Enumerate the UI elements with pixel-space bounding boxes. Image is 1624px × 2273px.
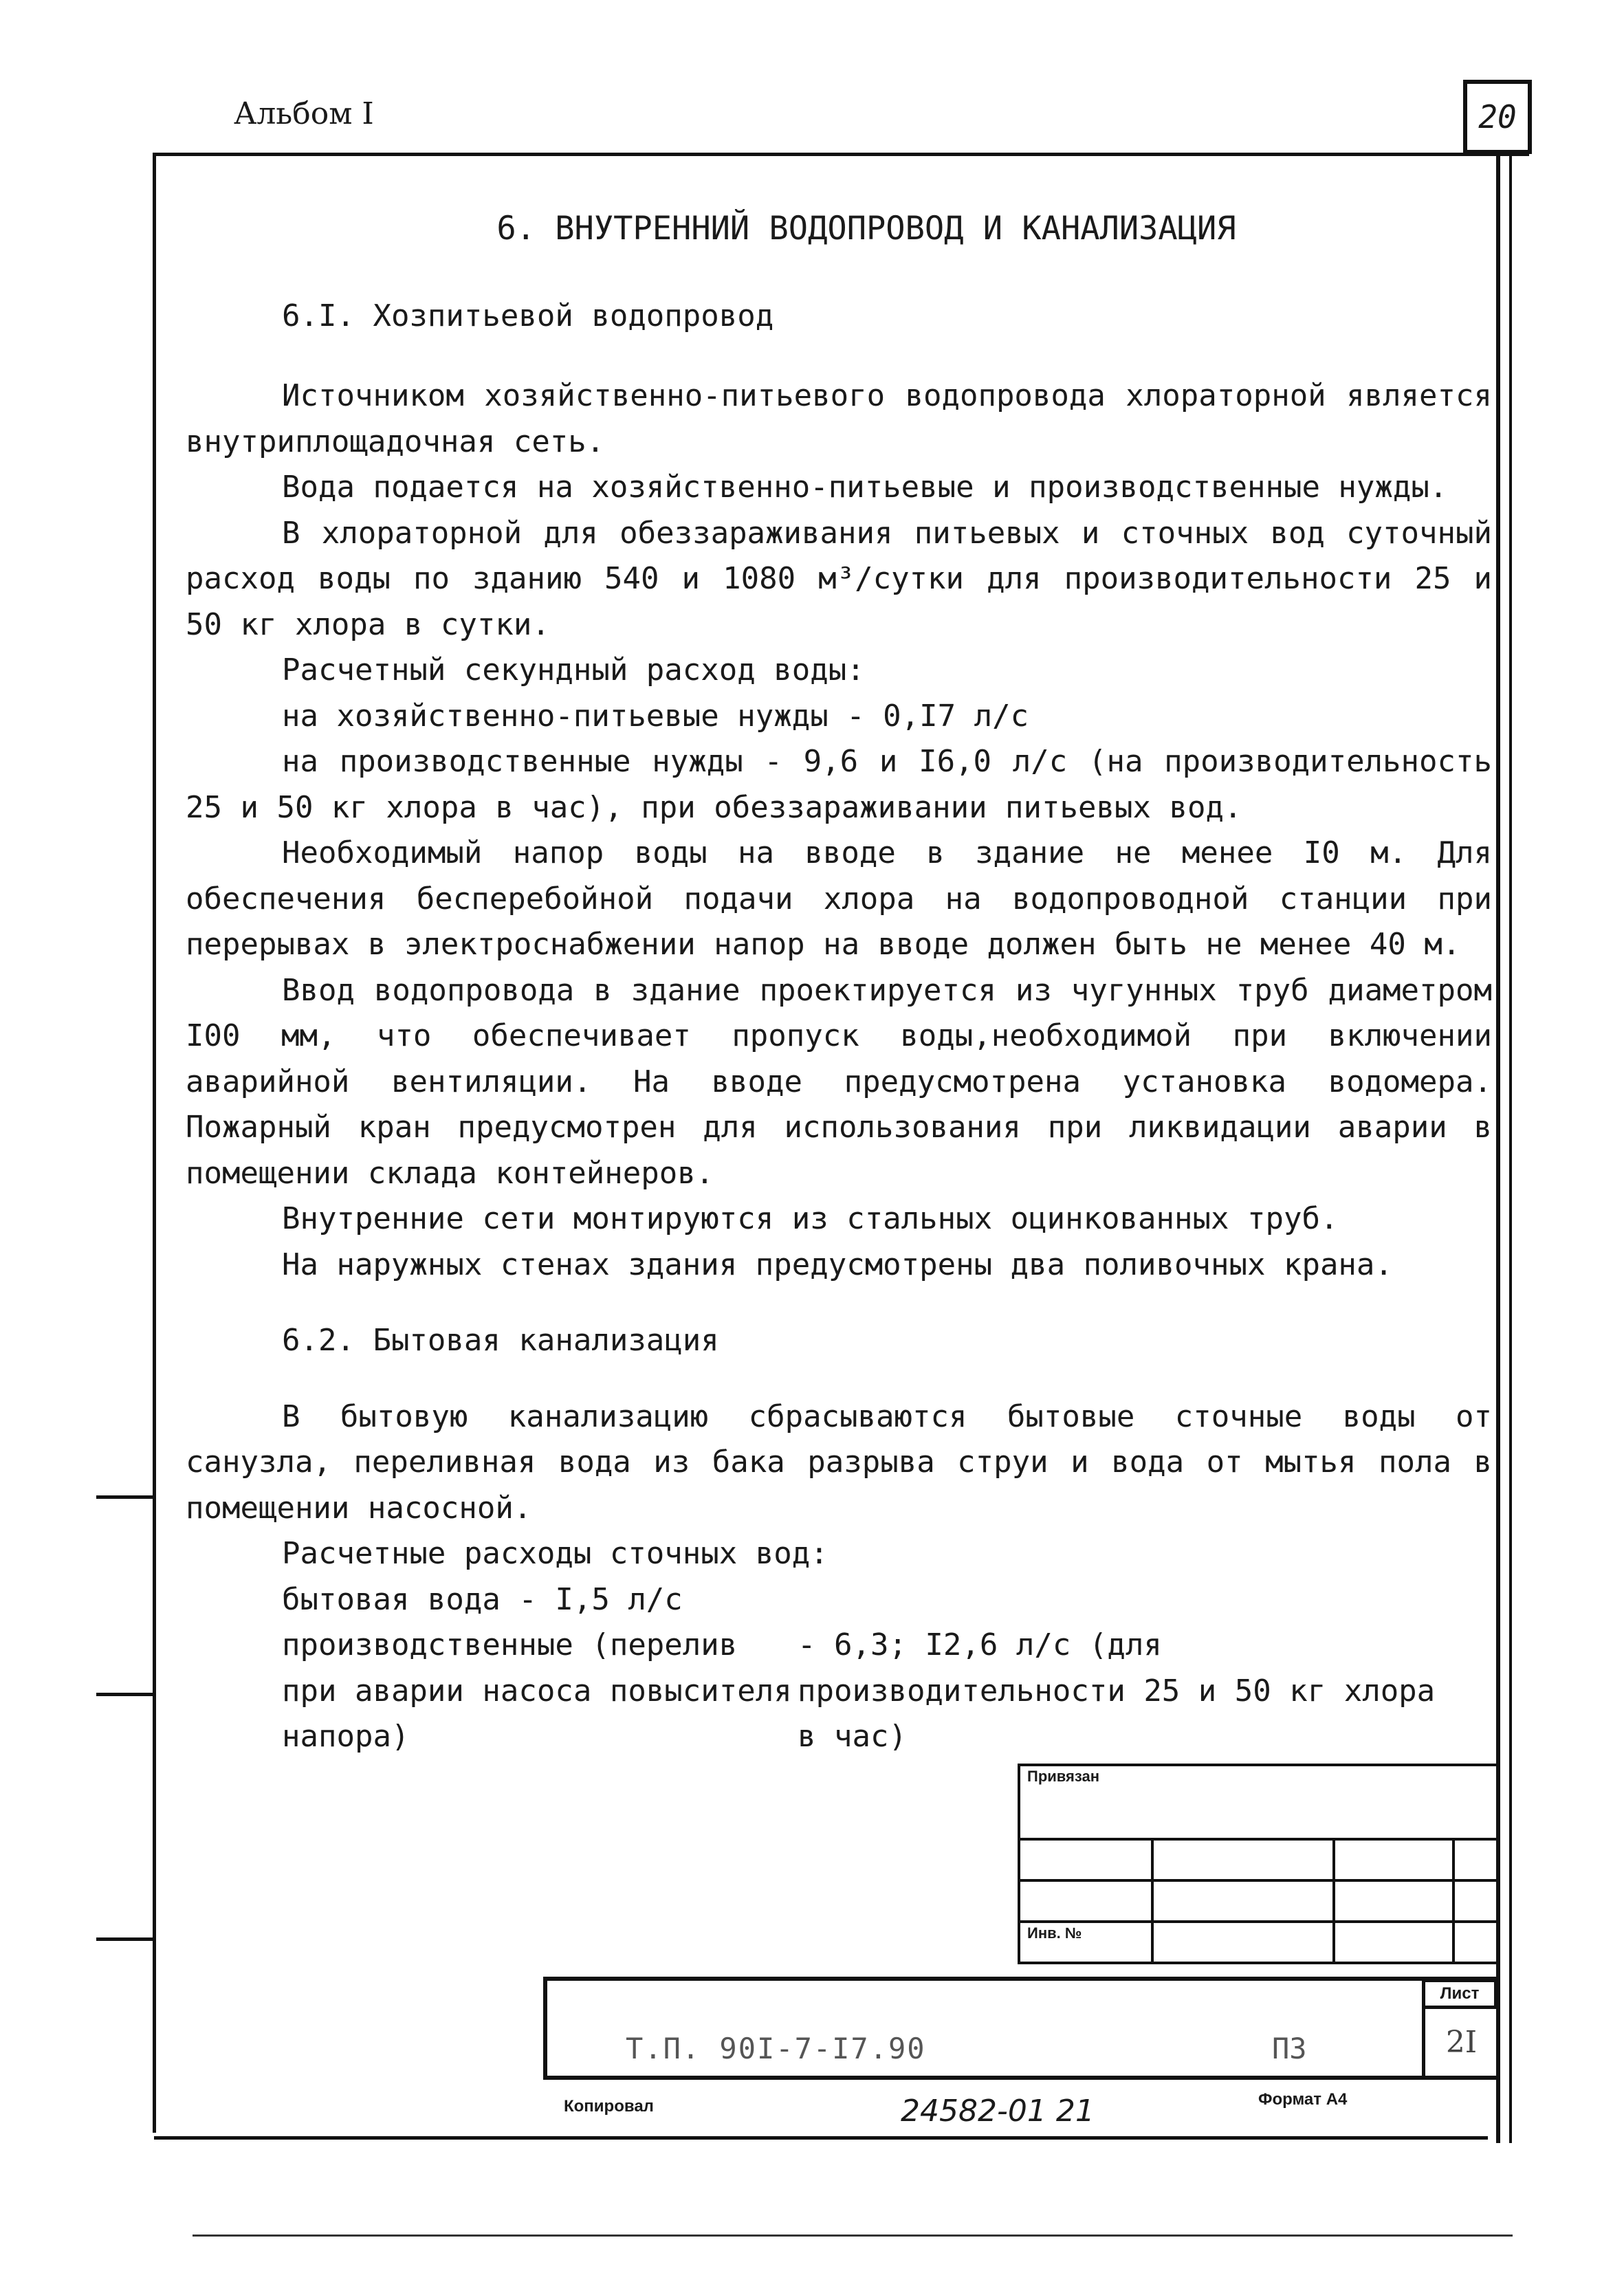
page-number-box: 20 bbox=[1463, 80, 1532, 154]
approval-stamp bbox=[1018, 1764, 1499, 1970]
paragraph: Необходимый напор воды на вводе в здание не менее I0 м. Для обеспечения бесперебойной подачи хлора на водопроводной станции при перерывах в электроснабжении напор на вводе должен быть не менее 40 м. bbox=[186, 835, 1492, 962]
stamp-inv-label: Инв. № bbox=[1019, 1922, 1152, 1963]
paragraph: производственные (перелив при аварии насоса повысителя напора) bbox=[282, 1627, 792, 1754]
binding-tick bbox=[96, 1937, 155, 1941]
paragraph: на производственные нужды - 9,6 и I6,0 л/с (на производительность 25 и 50 кг хлора в час), при обеззараживании питьевых вод. bbox=[186, 744, 1492, 825]
bottom-rule bbox=[193, 2234, 1513, 2237]
paragraph: На наружных стенах здания предусмотрены два поливочных крана. bbox=[282, 1247, 1393, 1282]
frame-top bbox=[154, 153, 1529, 156]
sheet-label: Лист bbox=[1422, 1979, 1497, 2009]
binding-tick bbox=[96, 1495, 155, 1499]
paragraph: Внутренние сети монтируются из стальных оцинкованных труб. bbox=[282, 1201, 1339, 1236]
document-type: ПЗ bbox=[1272, 2032, 1307, 2065]
paragraph: Источником хозяйственно-питьевого водопровода хлораторной является внутриплощадочная сеть. bbox=[186, 378, 1492, 459]
binding-tick bbox=[96, 1693, 155, 1696]
paragraph: - 6,3; I2,6 л/с (для производительности 25 и 50 кг хлора в час) bbox=[798, 1627, 1436, 1754]
paragraph: Ввод водопровода в здание проектируется из чугунных труб диаметром I00 мм, что обеспечивает пропуск воды,необходимой при включении аварийной вентиляции. На вводе предусмотрена установка водомера. Пожарный кран предусмотрен для использования при ликвидации аварии в помещении склада контейнеров. bbox=[186, 972, 1492, 1191]
section-title: 6.I. Хозпитьевой водопровод bbox=[282, 298, 774, 333]
footer-format: Формат А4 bbox=[1258, 2090, 1348, 2109]
page-title: 6. ВНУТРЕННИЙ ВОДОПРОВОД И КАНАЛИЗАЦИЯ bbox=[496, 210, 1236, 248]
two-column-row bbox=[186, 1623, 1492, 1760]
frame-bottom bbox=[154, 2136, 1488, 2140]
paragraph: бытовая вода - I,5 л/с bbox=[282, 1581, 683, 1617]
paragraph: В бытовую канализацию сбрасываются бытовые сточные воды от санузла, переливная вода из бака разрыва струи и вода от мытья пола в помещении насосной. bbox=[186, 1398, 1492, 1526]
footer-order: 24582-01 21 bbox=[901, 2094, 1095, 2129]
frame-left bbox=[153, 153, 156, 2133]
sheet-number: 2I bbox=[1422, 2008, 1497, 2076]
document-body bbox=[186, 206, 1492, 1760]
stamp-attached-label: Привязан bbox=[1019, 1765, 1497, 1839]
album-label: Альбом I bbox=[234, 96, 374, 131]
document-code: Т.П. 90I-7-I7.90 bbox=[626, 2032, 926, 2065]
paragraph: В хлораторной для обеззараживания питьевых и сточных вод суточный расход воды по зданию 540 и 1080 м³/сутки для производительности 25 и 50 кг хлора в сутки. bbox=[186, 515, 1492, 642]
paragraph: Вода подается на хозяйственно-питьевые и производственные нужды. bbox=[282, 470, 1448, 505]
paragraph: Расчетные расходы сточных вод: bbox=[282, 1536, 829, 1571]
frame-right-inner bbox=[1509, 153, 1512, 2143]
paragraph: Расчетный секундный расход воды: bbox=[282, 652, 865, 688]
section-title: 6.2. Бытовая канализация bbox=[282, 1323, 719, 1358]
footer-copied: Копировал bbox=[564, 2097, 654, 2116]
paragraph: на хозяйственно-питьевые нужды - 0,I7 л/с bbox=[282, 698, 1029, 734]
